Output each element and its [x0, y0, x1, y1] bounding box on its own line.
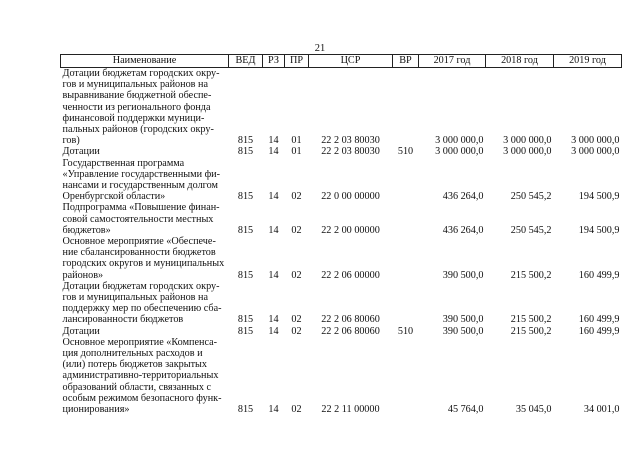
row-ved: 815: [237, 191, 254, 203]
row-vr: [393, 202, 419, 236]
table-row: [61, 146, 622, 157]
row-value-2019: 160 499,9: [578, 269, 620, 281]
col-header-vr: ВР: [393, 55, 419, 68]
row-name-text: Дотации: [62, 325, 100, 337]
row-ved: 815: [237, 404, 254, 416]
col-header-2017: 2017 год: [419, 55, 486, 68]
row-rz: 14: [268, 146, 279, 158]
row-value-2019: 3 000 000,0: [571, 146, 620, 158]
row-name-text: Дотации бюджетам городских окру- гов и муниципальных районов на поддержку мер по обеспечению сба- лансированности бюджетов: [62, 280, 222, 326]
row-vr: [393, 337, 419, 415]
row-ved: 815: [237, 269, 254, 281]
row-name-text: Основное мероприятие «Обеспече- ние сбалансированности бюджетов городских округов и муниципальных районов»: [62, 236, 225, 281]
row-name: [61, 337, 229, 415]
row-value-2019: 34 001,0: [583, 404, 620, 416]
row-value-2017: 390 500,0: [442, 269, 484, 281]
row-name: [61, 281, 229, 326]
row-value-2018: 250 545,2: [510, 224, 552, 236]
row-vr: [393, 281, 419, 326]
row-name: [61, 236, 229, 281]
row-value-2019: 160 499,9: [578, 314, 620, 326]
table-row: [61, 236, 622, 281]
row-value-2018: 250 545,2: [510, 191, 552, 203]
row-value-2018: 215 500,2: [510, 325, 552, 337]
row-name: [61, 158, 229, 203]
row-ved: 815: [237, 224, 254, 236]
table-row: [61, 326, 622, 337]
row-pr: 02: [291, 325, 302, 337]
row-value-2019: 160 499,9: [578, 325, 620, 337]
col-header-csr: ЦСР: [309, 55, 393, 68]
row-pr: 02: [291, 224, 302, 236]
row-value-2017: 3 000 000,0: [435, 146, 484, 158]
row-rz: 14: [268, 404, 279, 416]
row-value-2019: 194 500,9: [578, 191, 620, 203]
row-value-2019: 3 000 000,0: [571, 135, 620, 147]
row-pr: 01: [291, 146, 302, 158]
row-value-2017: 390 500,0: [442, 314, 484, 326]
row-csr: 22 2 06 80060: [321, 325, 380, 337]
row-rz: 14: [268, 269, 279, 281]
row-csr: 22 2 06 00000: [321, 269, 380, 281]
row-csr: 22 2 11 00000: [321, 404, 380, 416]
row-value-2019: 194 500,9: [578, 224, 620, 236]
row-rz: 14: [268, 224, 279, 236]
table-row: [61, 158, 622, 203]
row-name: [61, 202, 229, 236]
page-number: 21: [314, 43, 326, 54]
row-name-text: Подпрограмма «Повышение финан- совой самостоятельности местных бюджетов»: [62, 202, 220, 236]
col-header-pr: ПР: [285, 55, 309, 68]
col-header-ved: ВЕД: [229, 55, 263, 68]
row-vr: 510: [397, 146, 414, 158]
row-name: [61, 68, 229, 147]
row-pr: 02: [291, 191, 302, 203]
row-value-2018: 35 045,0: [515, 404, 552, 416]
row-ved: 815: [237, 314, 254, 326]
row-ved: 815: [237, 146, 254, 158]
col-header-name: Наименование: [61, 55, 229, 68]
budget-table: [60, 54, 622, 415]
row-rz: 14: [268, 325, 279, 337]
row-pr: 02: [291, 404, 302, 416]
row-csr: 22 2 03 80030: [321, 135, 380, 147]
row-value-2018: 215 500,2: [510, 269, 552, 281]
row-ved: 815: [237, 325, 254, 337]
row-vr: 510: [397, 325, 414, 337]
row-name-text: Дотации бюджетам городских окру- гов и муниципальных районов на выравнивание бюджетной обеспе- ченности из регионального фонда финансовой поддержки муници- пальных районов (городских окру- гов): [62, 68, 220, 147]
row-rz: 14: [268, 191, 279, 203]
table-header-row: [61, 55, 622, 68]
row-value-2018: 215 500,2: [510, 314, 552, 326]
row-value-2017: 390 500,0: [442, 325, 484, 337]
col-header-2019: 2019 год: [554, 55, 622, 68]
table-row: [61, 281, 622, 326]
row-pr: 02: [291, 314, 302, 326]
row-value-2017: 436 264,0: [442, 224, 484, 236]
row-value-2018: 3 000 000,0: [503, 146, 552, 158]
table-row: [61, 68, 622, 147]
col-header-rz: РЗ: [263, 55, 285, 68]
table-body: [61, 68, 622, 416]
row-name: [61, 146, 229, 157]
row-vr: [393, 158, 419, 203]
row-vr: [393, 236, 419, 281]
row-csr: 22 2 03 80030: [321, 146, 380, 158]
row-csr: 22 0 00 00000: [321, 191, 380, 203]
row-csr: 22 2 06 80060: [321, 314, 380, 326]
row-value-2018: 3 000 000,0: [503, 135, 552, 147]
row-pr: 01: [291, 135, 302, 147]
row-rz: 14: [268, 314, 279, 326]
col-header-2018: 2018 год: [486, 55, 554, 68]
table-row: [61, 337, 622, 415]
row-name-text: Основное мероприятие «Компенса- ция дополнительных расходов и (или) потерь бюджетов закрытых административно-территориальных образований области, связанных с особым режимом безопасного функ- ционирования»: [62, 336, 222, 416]
row-pr: 02: [291, 269, 302, 281]
row-vr: [393, 68, 419, 147]
row-name-text: Государственная программа «Управление государственными фи- нансами и государственным долгом Оренбургской области»: [62, 157, 221, 203]
row-ved: 815: [237, 135, 254, 147]
row-value-2017: 3 000 000,0: [435, 135, 484, 147]
row-rz: 14: [268, 135, 279, 147]
row-name-text: Дотации: [62, 146, 100, 158]
table-row: [61, 202, 622, 236]
row-name: [61, 326, 229, 337]
row-value-2017: 45 764,0: [447, 404, 484, 416]
row-csr: 22 2 00 00000: [321, 224, 380, 236]
row-value-2017: 436 264,0: [442, 191, 484, 203]
